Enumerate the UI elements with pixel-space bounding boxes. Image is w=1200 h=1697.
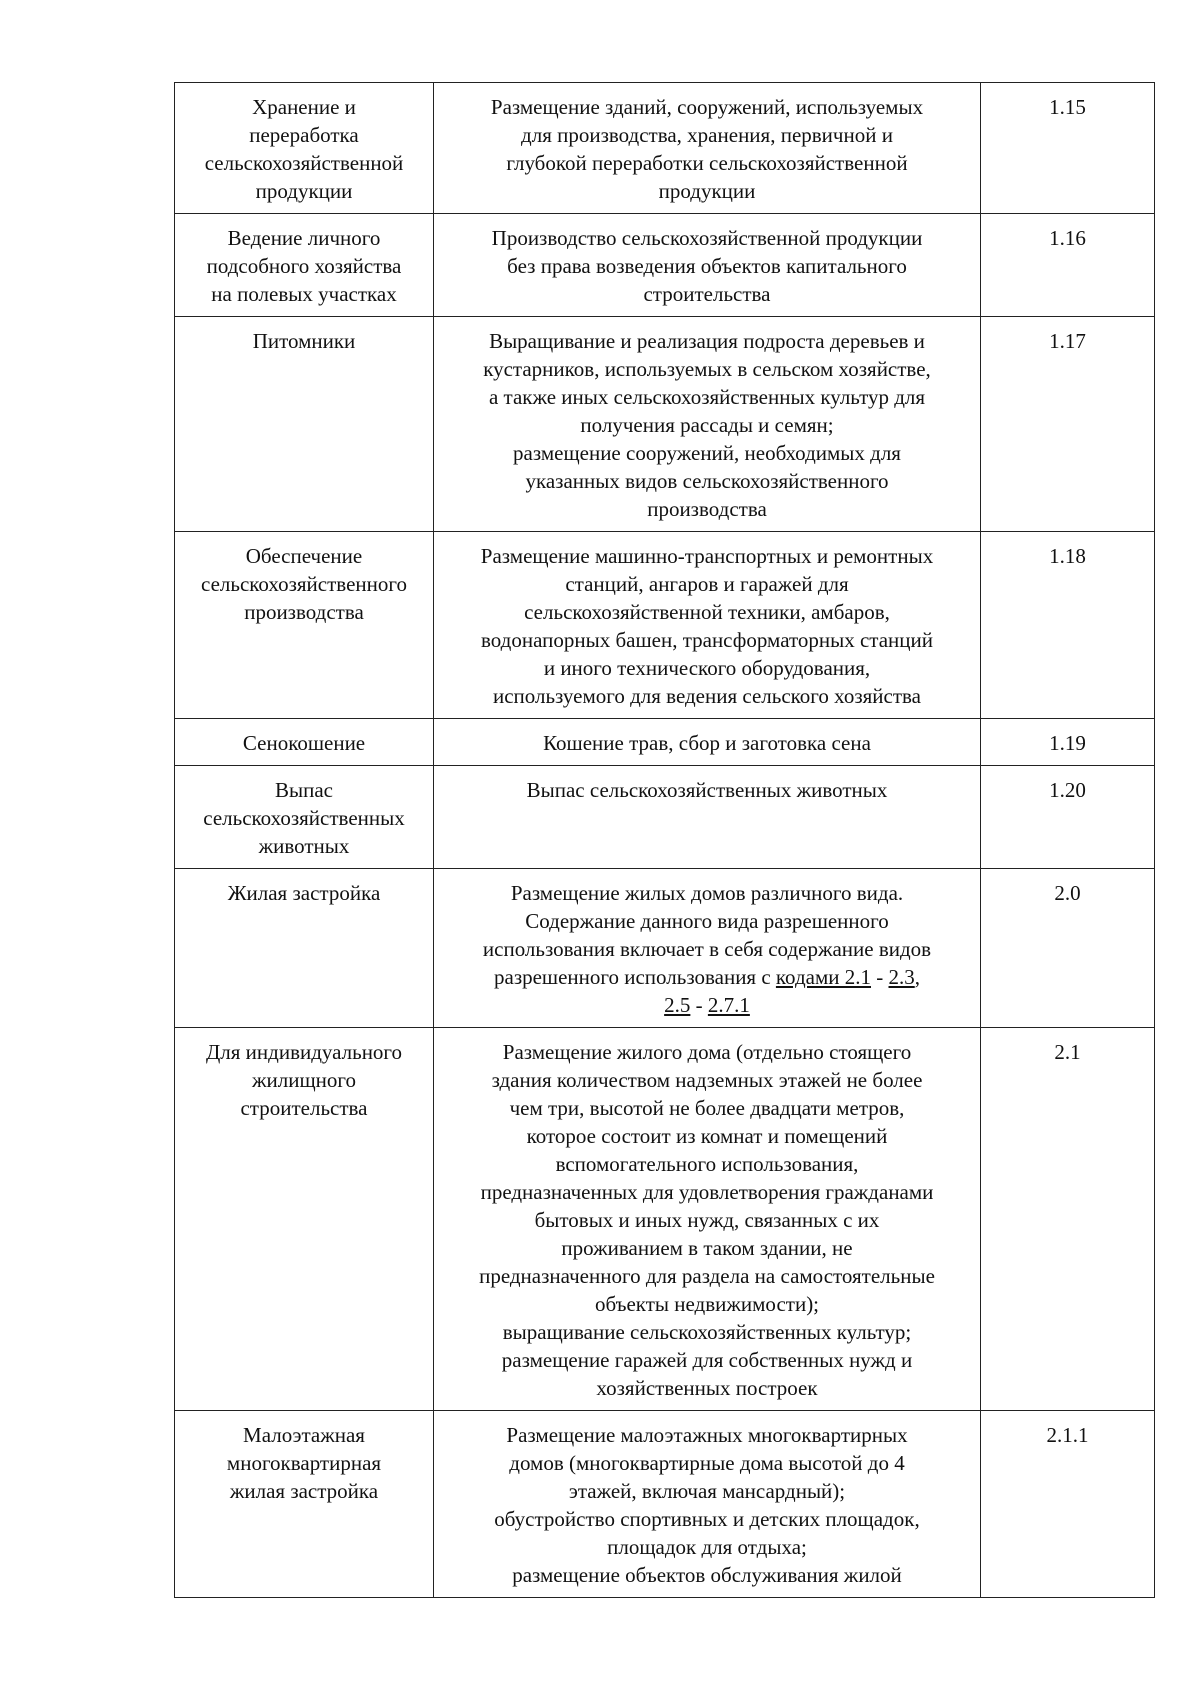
use-type-code-cell xyxy=(981,766,1155,869)
table-row xyxy=(175,719,1155,766)
text-line: Обеспечение xyxy=(245,544,363,568)
text-line: продукции xyxy=(658,179,756,203)
text-line: Хранение и xyxy=(252,95,356,119)
use-type-code-cell xyxy=(981,1411,1155,1598)
use-type-name-cell xyxy=(175,532,434,719)
text-line: Ведение личного xyxy=(227,226,381,250)
text-line: этажей, включая мансардный); xyxy=(568,1479,846,1503)
text-line: сельскохозяйственной xyxy=(204,151,404,175)
text-line: и иного технического оборудования, xyxy=(543,656,871,680)
table-row xyxy=(175,1028,1155,1411)
text-line: Размещение жилого дома (отдельно стоящего xyxy=(502,1040,912,1064)
text-fragment: - xyxy=(871,965,889,989)
code-link-2-7-1[interactable]: 2.7.1 xyxy=(707,993,750,1017)
use-type-description-cell xyxy=(434,869,981,1028)
use-type-name-cell xyxy=(175,83,434,214)
use-type-description-cell xyxy=(434,83,981,214)
use-type-code-cell xyxy=(981,719,1155,766)
use-type-code-cell xyxy=(981,83,1155,214)
code-value: 2.1.1 xyxy=(1046,1423,1089,1447)
text-line: Выращивание и реализация подроста деревьев и xyxy=(489,329,925,353)
land-use-table xyxy=(174,82,1155,1598)
text-line: сельскохозяйственных xyxy=(203,806,405,830)
text-line: размещение сооружений, необходимых для xyxy=(513,441,901,465)
text-fragment: - xyxy=(690,993,708,1017)
use-type-description-cell xyxy=(434,532,981,719)
text-line: строительства xyxy=(643,282,771,306)
use-type-code-cell xyxy=(981,214,1155,317)
text-line: размещение объектов обслуживания жилой xyxy=(512,1563,902,1587)
code-link-2-5[interactable]: 2.5 xyxy=(664,993,691,1017)
use-type-description-cell xyxy=(434,317,981,532)
text-line: строительства xyxy=(240,1096,368,1120)
text-fragment: разрешенного использования с xyxy=(494,965,776,989)
text-line: Жилая застройка xyxy=(227,881,381,905)
code-value: 1.18 xyxy=(1049,544,1086,568)
text-line: объекты недвижимости); xyxy=(594,1292,820,1316)
text-line: бытовых и иных нужд, связанных с их xyxy=(534,1208,880,1232)
text-line: Выпас сельскохозяйственных животных xyxy=(526,778,888,802)
use-type-code-cell xyxy=(981,317,1155,532)
text-line: многоквартирная xyxy=(226,1451,382,1475)
code-value: 2.1 xyxy=(1054,1040,1081,1064)
text-line: животных xyxy=(258,834,350,858)
text-line: продукции xyxy=(255,179,353,203)
text-line: указанных видов сельскохозяйственного xyxy=(525,469,889,493)
table-row xyxy=(175,1411,1155,1598)
text-line: Кошение трав, сбор и заготовка сена xyxy=(543,731,871,755)
use-type-name-cell xyxy=(175,214,434,317)
table-row xyxy=(175,869,1155,1028)
text-line: хозяйственных построек xyxy=(596,1376,818,1400)
text-line: Для индивидуального xyxy=(205,1040,403,1064)
text-line: жилищного xyxy=(252,1068,356,1092)
text-line-with-links xyxy=(440,963,974,991)
text-line: здания количеством надземных этажей не более xyxy=(491,1068,923,1092)
text-line: сельскохозяйственного xyxy=(201,572,407,596)
use-type-name-cell xyxy=(175,869,434,1028)
text-line: переработка xyxy=(249,123,359,147)
use-type-name-cell xyxy=(175,317,434,532)
text-line: Содержание данного вида разрешенного xyxy=(525,909,889,933)
text-line: Размещение зданий, сооружений, используемых xyxy=(490,95,924,119)
code-link-2-1[interactable]: кодами 2.1 xyxy=(775,965,871,989)
use-type-name-cell xyxy=(175,1411,434,1598)
text-line: использования включает в себя содержание видов xyxy=(482,937,932,961)
text-line: без права возведения объектов капитального xyxy=(507,254,907,278)
text-line: предназначенного для раздела на самостоятельные xyxy=(479,1264,935,1288)
text-line: станций, ангаров и гаражей для xyxy=(565,572,849,596)
text-line: площадок для отдыха; xyxy=(607,1535,807,1559)
code-value: 1.20 xyxy=(1049,778,1086,802)
use-type-name-cell xyxy=(175,719,434,766)
text-line: сельскохозяйственной техники, амбаров, xyxy=(524,600,890,624)
text-line: глубокой переработки сельскохозяйственной xyxy=(506,151,908,175)
table-row xyxy=(175,214,1155,317)
code-link-2-3[interactable]: 2.3 xyxy=(888,965,915,989)
text-line: которое состоит из комнат и помещений xyxy=(526,1124,888,1148)
text-line: предназначенных для удовлетворения гражданами xyxy=(480,1180,934,1204)
text-line: размещение гаражей для собственных нужд и xyxy=(501,1348,913,1372)
text-line-with-links xyxy=(440,991,974,1019)
code-value: 1.15 xyxy=(1049,95,1086,119)
text-line: жилая застройка xyxy=(229,1479,379,1503)
text-line: водонапорных башен, трансформаторных станций xyxy=(480,628,933,652)
text-line: Питомники xyxy=(252,329,356,353)
text-line: производства xyxy=(244,600,364,624)
text-line: Производство сельскохозяйственной продукции xyxy=(491,226,923,250)
text-line: используемого для ведения сельского хозяйства xyxy=(492,684,921,708)
table-row xyxy=(175,83,1155,214)
text-line: вспомогательного использования, xyxy=(555,1152,859,1176)
text-line: проживанием в таком здании, не xyxy=(561,1236,853,1260)
text-line: Выпас xyxy=(275,778,333,802)
text-line: а также иных сельскохозяйственных культур для xyxy=(488,385,926,409)
text-line: Малоэтажная xyxy=(243,1423,365,1447)
text-line: обустройство спортивных и детских площадок, xyxy=(494,1507,920,1531)
text-line: Размещение малоэтажных многоквартирных xyxy=(506,1423,908,1447)
text-line: подсобного хозяйства xyxy=(206,254,402,278)
use-type-description-cell xyxy=(434,214,981,317)
code-value: 1.17 xyxy=(1049,329,1086,353)
code-value: 1.16 xyxy=(1049,226,1086,250)
text-line: Размещение жилых домов различного вида. xyxy=(510,881,904,905)
use-type-description-cell xyxy=(434,719,981,766)
text-line: Сенокошение xyxy=(242,731,366,755)
text-line: кустарников, используемых в сельском хозяйстве, xyxy=(483,357,931,381)
use-type-code-cell xyxy=(981,532,1155,719)
use-type-code-cell xyxy=(981,869,1155,1028)
text-line: чем три, высотой не более двадцати метров, xyxy=(509,1096,905,1120)
use-type-code-cell xyxy=(981,1028,1155,1411)
text-line: для производства, хранения, первичной и xyxy=(521,123,893,147)
text-line: выращивание сельскохозяйственных культур; xyxy=(502,1320,912,1344)
text-line: получения рассады и семян; xyxy=(580,413,834,437)
code-value: 1.19 xyxy=(1049,731,1086,755)
text-line: производства xyxy=(647,497,767,521)
code-value: 2.0 xyxy=(1054,881,1081,905)
text-fragment: , xyxy=(914,965,920,989)
use-type-name-cell xyxy=(175,766,434,869)
table-row xyxy=(175,766,1155,869)
text-line: на полевых участках xyxy=(211,282,397,306)
table-row xyxy=(175,532,1155,719)
use-type-name-cell xyxy=(175,1028,434,1411)
use-type-description-cell xyxy=(434,766,981,869)
text-line: домов (многоквартирные дома высотой до 4 xyxy=(509,1451,905,1475)
use-type-description-cell xyxy=(434,1028,981,1411)
use-type-description-cell xyxy=(434,1411,981,1598)
table-row xyxy=(175,317,1155,532)
text-line: Размещение машинно-транспортных и ремонтных xyxy=(480,544,934,568)
